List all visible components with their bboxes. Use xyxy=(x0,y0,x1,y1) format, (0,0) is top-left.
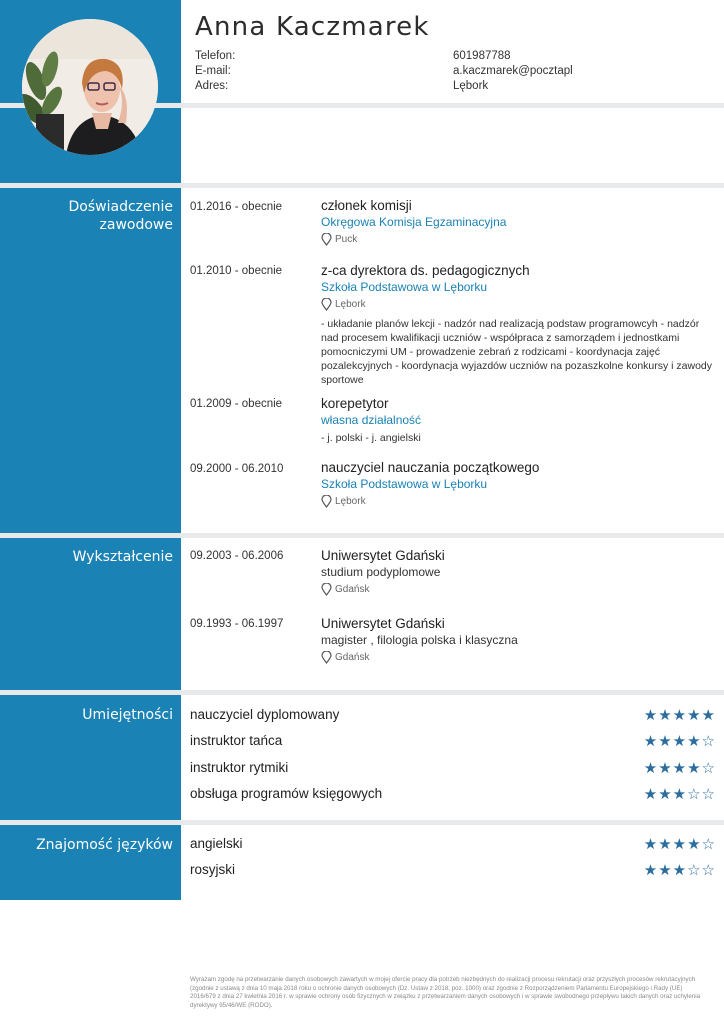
skill-row xyxy=(190,732,716,752)
school-location xyxy=(321,651,716,664)
education-entry xyxy=(321,616,716,664)
location-pin-icon xyxy=(321,298,332,311)
star-filled-icon: ★ xyxy=(658,732,673,750)
contact-address xyxy=(195,80,715,95)
school-location xyxy=(321,583,716,596)
star-filled-icon: ★ xyxy=(643,759,659,777)
section-divider xyxy=(0,820,724,825)
star-filled-icon: ★ xyxy=(643,706,659,724)
skill-rating-stars xyxy=(644,759,716,777)
section-title-experience: Doświadczenie zawodowe xyxy=(68,199,173,233)
contact-label: E-mail: xyxy=(195,65,231,77)
location-pin-icon xyxy=(321,651,332,664)
education-entry xyxy=(321,548,716,596)
job-organization: Szkoła Podstawowa w Lęborku xyxy=(321,477,488,491)
star-filled-icon: ★ xyxy=(672,835,688,853)
section-divider xyxy=(0,183,724,188)
location-text: Lębork xyxy=(335,299,366,310)
job-role: członek komisji xyxy=(321,198,412,213)
contact-email xyxy=(195,65,715,80)
language-rating-stars xyxy=(644,835,716,853)
job-location xyxy=(321,298,716,311)
contact-value: Lębork xyxy=(453,80,489,92)
experience-entry xyxy=(321,460,716,508)
location-text: Lębork xyxy=(335,496,366,507)
degree-detail: studium podyplomowe xyxy=(321,565,441,579)
experience-dates: 01.2009 - obecnie xyxy=(190,398,283,410)
language-name: angielski xyxy=(190,836,243,851)
job-organization: własna działalność xyxy=(321,413,422,427)
star-filled-icon: ★ xyxy=(643,732,659,750)
experience-entry xyxy=(321,396,716,445)
skill-name: obsługa programów księgowych xyxy=(190,786,383,801)
star-filled-icon: ★ xyxy=(672,861,688,879)
star-filled-icon: ★ xyxy=(687,835,702,853)
section-divider xyxy=(0,533,724,538)
section-divider xyxy=(0,690,724,695)
star-filled-icon: ★ xyxy=(701,706,716,724)
location-pin-icon xyxy=(321,583,332,596)
star-filled-icon: ★ xyxy=(643,835,659,853)
star-filled-icon: ★ xyxy=(672,706,688,724)
profile-photo xyxy=(22,19,158,155)
location-text: Gdańsk xyxy=(335,584,370,595)
skill-name: instruktor tańca xyxy=(190,733,283,748)
star-filled-icon: ★ xyxy=(658,706,673,724)
skill-name: nauczyciel dyplomowany xyxy=(190,707,340,722)
skill-row xyxy=(190,785,716,805)
school-name: Uniwersytet Gdański xyxy=(321,616,445,631)
star-filled-icon: ★ xyxy=(643,785,659,803)
contact-phone xyxy=(195,50,715,65)
star-filled-icon: ★ xyxy=(658,785,673,803)
language-name: rosyjski xyxy=(190,862,236,877)
degree-detail: magister , filologia polska i klasyczna xyxy=(321,633,518,647)
experience-dates: 09.2000 - 06.2010 xyxy=(190,463,284,475)
job-description: - układanie planów lekcji - nadzór nad realizacją podstaw programowcyh - nadzór nad procesem kwalifikacji uczniów - współpraca z samorządem i jednostkami pomocniczymi UM - prowadzenie zebrań z rodzicami - koordynacja zajęć pozalekcyjnych - koordynacja wyjazdów uczniów na pozaszkolne konkursy i zawody sportowe xyxy=(321,318,713,386)
star-filled-icon: ★ xyxy=(687,732,702,750)
job-description: - j. polski - j. angielski xyxy=(321,432,421,444)
skill-rating-stars xyxy=(644,785,716,803)
job-role: nauczyciel nauczania początkowego xyxy=(321,460,540,475)
skill-row xyxy=(190,706,716,726)
star-filled-icon: ★ xyxy=(687,759,702,777)
skill-row xyxy=(190,759,716,779)
star-outline-icon: ☆ xyxy=(687,861,702,879)
star-outline-icon: ☆ xyxy=(701,861,716,879)
job-role: z-ca dyrektora ds. pedagogicznych xyxy=(321,263,530,278)
skill-rating-stars xyxy=(644,706,716,724)
gdpr-consent-clause: Wyrażam zgodę na przetwarzanie danych osobowych zawartych w mojej ofercie pracy dla potrzeb niezbędnych do realizacji procesu rekrutacji oraz przyszłych procesów rekrutacyjnych (zgodnie z ustawą z dnia 10 maja 2018 roku o ochronie danych osobowych (Dz. Ustaw z 2018, poz. 1000) oraz zgodnie z Rozporządzeniem Parlamentu Europejskiego i Rady (UE) 2016/679 z dnia 27 kwietnia 2016 r. w sprawie ochrony osób fizycznych w związku z przetwarzaniem danych osobowych i w sprawie swobodnego przepływu takich danych oraz uchylenia dyrektywy 95/46/WE (RODO). xyxy=(190,976,701,1009)
contact-label: Telefon: xyxy=(195,50,236,62)
job-location xyxy=(321,233,716,246)
star-outline-icon: ☆ xyxy=(687,785,702,803)
contact-value: a.kaczmarek@pocztapl xyxy=(453,65,573,77)
job-organization: Szkoła Podstawowa w Lęborku xyxy=(321,280,488,294)
section-title-languages: Znajomość języków xyxy=(36,837,173,853)
star-filled-icon: ★ xyxy=(672,732,688,750)
star-outline-icon: ☆ xyxy=(701,759,716,777)
language-row xyxy=(190,835,716,855)
experience-dates: 01.2016 - obecnie xyxy=(190,201,283,213)
star-filled-icon: ★ xyxy=(658,861,673,879)
language-rating-stars xyxy=(644,861,716,879)
star-filled-icon: ★ xyxy=(672,785,688,803)
location-text: Gdańsk xyxy=(335,652,370,663)
experience-dates: 01.2010 - obecnie xyxy=(190,265,283,277)
experience-entry xyxy=(321,198,716,246)
star-filled-icon: ★ xyxy=(658,759,673,777)
section-title-skills: Umiejętności xyxy=(82,707,173,723)
contact-value: 601987788 xyxy=(453,50,511,62)
star-outline-icon: ☆ xyxy=(701,785,716,803)
education-dates: 09.2003 - 06.2006 xyxy=(190,550,284,562)
location-pin-icon xyxy=(321,233,332,246)
education-dates: 09.1993 - 06.1997 xyxy=(190,618,284,630)
school-name: Uniwersytet Gdański xyxy=(321,548,445,563)
star-filled-icon: ★ xyxy=(672,759,688,777)
location-pin-icon xyxy=(321,495,332,508)
contact-info xyxy=(195,50,715,95)
star-filled-icon: ★ xyxy=(658,835,673,853)
experience-entry xyxy=(321,263,716,387)
skill-name: instruktor rytmiki xyxy=(190,760,289,775)
location-text: Puck xyxy=(335,234,358,245)
contact-label: Adres: xyxy=(195,80,229,92)
star-filled-icon: ★ xyxy=(643,861,659,879)
job-role: korepetytor xyxy=(321,396,389,411)
star-outline-icon: ☆ xyxy=(701,732,716,750)
skill-rating-stars xyxy=(644,732,716,750)
section-title-education: Wykształcenie xyxy=(72,549,173,565)
job-location xyxy=(321,495,716,508)
language-row xyxy=(190,861,716,881)
candidate-name: Anna Kaczmarek xyxy=(195,12,430,42)
job-organization: Okręgowa Komisja Egzaminacyjna xyxy=(321,215,507,229)
star-filled-icon: ★ xyxy=(687,706,702,724)
star-outline-icon: ☆ xyxy=(701,835,716,853)
